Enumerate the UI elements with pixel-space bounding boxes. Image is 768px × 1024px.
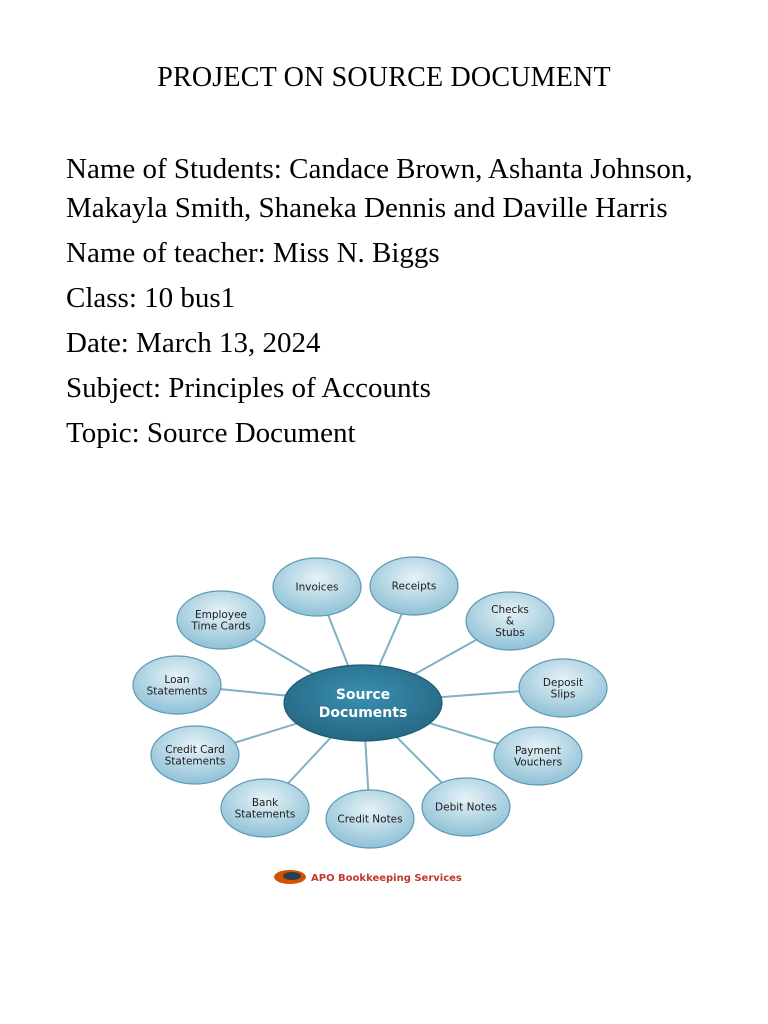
node-label: Stubs xyxy=(495,627,525,639)
node-credit-notes xyxy=(326,790,414,848)
node-invoices xyxy=(273,558,361,616)
node-label: Checks xyxy=(491,604,529,616)
node-receipts xyxy=(370,557,458,615)
node-debit-notes xyxy=(422,778,510,836)
node-credit-card-statements xyxy=(151,726,239,784)
logo-icon-inner xyxy=(283,872,301,880)
node-label: Credit Notes xyxy=(337,813,403,826)
class-line: Class: 10 bus1 xyxy=(66,281,236,314)
page-title: PROJECT ON SOURCE DOCUMENT xyxy=(157,62,611,93)
node-bank-statements xyxy=(221,779,309,837)
center-node xyxy=(284,665,442,741)
node-label: Credit Card xyxy=(165,743,225,756)
node-label: Vouchers xyxy=(513,756,563,769)
node-label: Statements xyxy=(146,685,208,698)
node-label: Debit Notes xyxy=(435,801,497,814)
students-line: Name of Students: Candace Brown, Ashanta Johnson, Makayla Smith, Shaneka Dennis and Daville Harris xyxy=(66,153,693,224)
node-checks-stubs xyxy=(466,592,554,650)
node-label: Receipts xyxy=(391,580,437,593)
node-label: Invoices xyxy=(295,581,339,594)
teacher-line: Name of teacher: Miss N. Biggs xyxy=(66,236,440,269)
node-payment-vouchers xyxy=(494,727,582,785)
node-label: Deposit xyxy=(542,676,584,689)
node-label: Payment xyxy=(515,744,561,757)
node-label: & xyxy=(505,615,515,628)
node-label: Statements xyxy=(164,755,226,768)
node-loan-statements xyxy=(133,656,221,714)
node-label: Slips xyxy=(550,688,576,701)
subject-line: Subject: Principles of Accounts xyxy=(66,371,431,404)
node-label: Time Cards xyxy=(191,620,251,633)
center-label: Source xyxy=(335,687,391,703)
logo-text: APO Bookkeeping Services xyxy=(311,873,462,884)
node-label: Loan xyxy=(164,673,190,686)
center-label: Documents xyxy=(318,705,408,721)
node-label: Statements xyxy=(234,808,296,821)
node-label: Bank xyxy=(251,796,279,809)
apo-logo xyxy=(274,870,462,884)
topic-line: Topic: Source Document xyxy=(66,416,356,449)
node-deposit-slips xyxy=(519,659,607,717)
center-ellipse xyxy=(284,665,442,741)
node-label: Employee xyxy=(194,608,248,621)
date-line: Date: March 13, 2024 xyxy=(66,326,321,359)
node-employee-time-cards xyxy=(177,591,265,649)
